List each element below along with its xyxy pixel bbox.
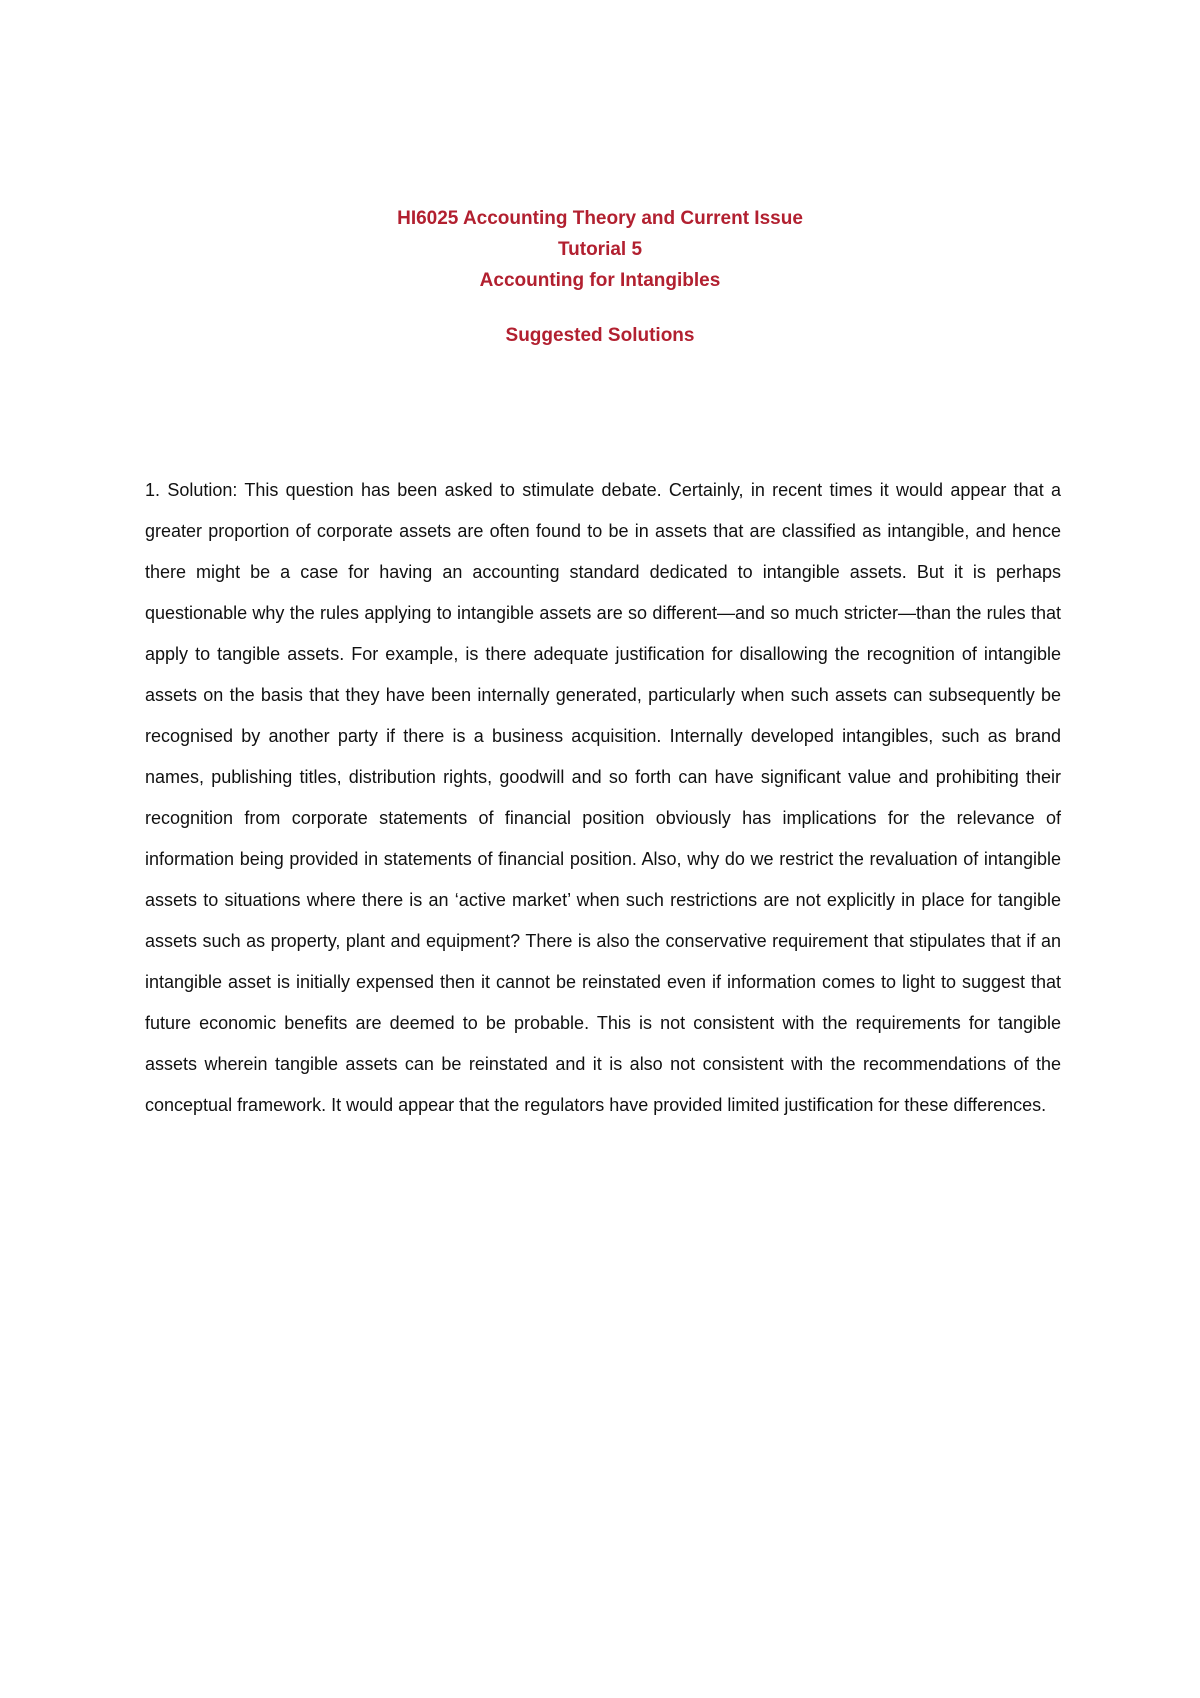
document-header [0, 203, 1200, 351]
tutorial-number: Tutorial 5 [557, 239, 643, 260]
section-title: Suggested Solutions [505, 325, 695, 346]
course-title: HI6025 Accounting Theory and Current Issue [397, 208, 803, 229]
tutorial-topic: Accounting for Intangibles [479, 270, 721, 291]
solution-label: Solution: [167, 480, 238, 500]
solution-paragraph [145, 470, 1061, 1126]
solution-number: 1. [145, 480, 161, 500]
solution-text: This question has been asked to stimulate debate. Certainly, in recent times it would appear that a greater proportion of corporate assets are often found to be in assets that are classified as intangible, and hence there might be a case for having an accounting standard dedicated to intangible assets. But it is perhaps questionable why the rules applying to intangible assets are so different—and so much stricter—than the rules that apply to tangible assets. For example, is there adequate justification for disallowing the recognition of intangible assets on the basis that they have been internally generated, particularly when such assets can subsequently be recognised by another party if there is a business acquisition. Internally developed intangibles, such as brand names, publishing titles, distribution rights, goodwill and so forth can have significant value and prohibiting their recognition from corporate statements of financial position obviously has implications for the relevance of information being provided in statements of financial position. Also, why do we restrict the revaluation of intangible assets to situations where there is an ‘active market’ when such restrictions are not explicitly in place for tangible assets such as property, plant and equipment? There is also the conservative requirement that stipulates that if an intangible asset is initially expensed then it cannot be reinstated even if information comes to light to suggest that future economic benefits are deemed to be probable. This is not consistent with the requirements for tangible assets wherein tangible assets can be reinstated and it is also not consistent with the recommendations of the conceptual framework. It would appear that the regulators have provided limited justification for these differences. [145, 480, 1061, 1115]
